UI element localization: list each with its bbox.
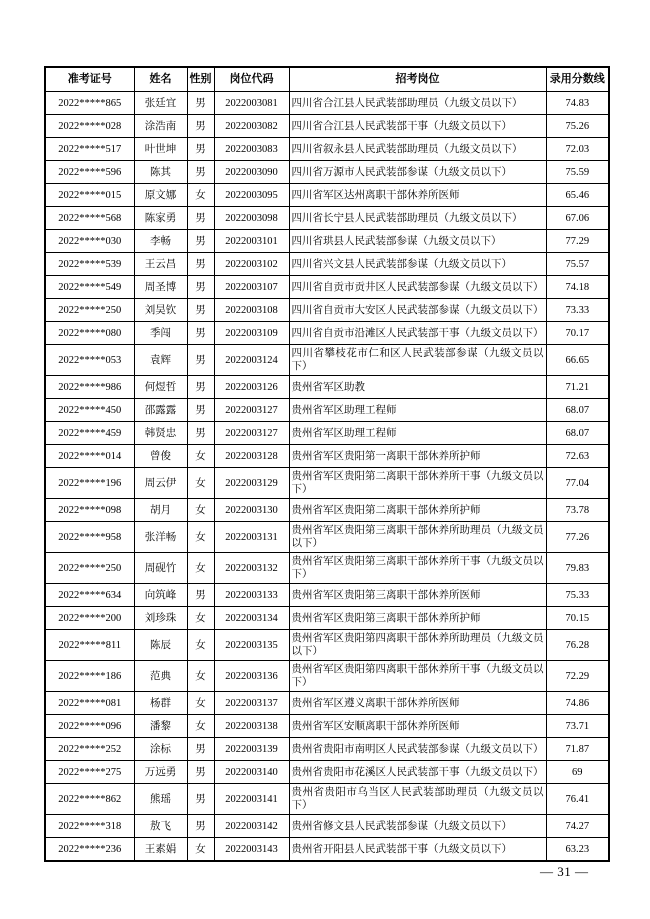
cell-gender: 女 xyxy=(187,553,214,584)
cell-name: 周云伊 xyxy=(134,468,187,499)
cell-admission-score: 74.27 xyxy=(546,815,609,838)
cell-admission-score: 76.41 xyxy=(546,784,609,815)
cell-admission-score: 77.29 xyxy=(546,230,609,253)
cell-name: 陈其 xyxy=(134,161,187,184)
cell-recruitment-position: 贵州省军区助理工程师 xyxy=(289,399,546,422)
cell-position-code: 2022003098 xyxy=(214,207,289,230)
cell-name: 涂标 xyxy=(134,738,187,761)
cell-admission-score: 68.07 xyxy=(546,422,609,445)
cell-position-code: 2022003141 xyxy=(214,784,289,815)
cell-name: 何煜哲 xyxy=(134,376,187,399)
cell-name: 张洋畅 xyxy=(134,522,187,553)
cell-gender: 女 xyxy=(187,184,214,207)
cell-admission-number: 2022*****459 xyxy=(45,422,134,445)
cell-admission-score: 76.28 xyxy=(546,630,609,661)
cell-gender: 女 xyxy=(187,715,214,738)
cell-position-code: 2022003108 xyxy=(214,299,289,322)
cell-gender: 男 xyxy=(187,815,214,838)
cell-position-code: 2022003142 xyxy=(214,815,289,838)
cell-name: 熊瑶 xyxy=(134,784,187,815)
cell-admission-score: 77.26 xyxy=(546,522,609,553)
cell-recruitment-position: 四川省万源市人民武装部参谋（九级文员以下） xyxy=(289,161,546,184)
cell-admission-number: 2022*****028 xyxy=(45,115,134,138)
cell-position-code: 2022003133 xyxy=(214,584,289,607)
cell-admission-number: 2022*****053 xyxy=(45,345,134,376)
cell-admission-score: 68.07 xyxy=(546,399,609,422)
cell-admission-number: 2022*****081 xyxy=(45,692,134,715)
cell-admission-score: 72.03 xyxy=(546,138,609,161)
cell-name: 原文娜 xyxy=(134,184,187,207)
table-row xyxy=(45,138,609,161)
cell-recruitment-position: 四川省叙永县人民武装部助理员（九级文员以下） xyxy=(289,138,546,161)
cell-recruitment-position: 贵州省贵阳市南明区人民武装部参谋（九级文员以下） xyxy=(289,738,546,761)
cell-position-code: 2022003126 xyxy=(214,376,289,399)
table-row xyxy=(45,815,609,838)
cell-position-code: 2022003130 xyxy=(214,499,289,522)
cell-name: 王素娟 xyxy=(134,838,187,862)
cell-admission-score: 72.63 xyxy=(546,445,609,468)
cell-admission-number: 2022*****596 xyxy=(45,161,134,184)
cell-recruitment-position: 贵州省军区遵义离职干部休养所医师 xyxy=(289,692,546,715)
cell-admission-score: 74.18 xyxy=(546,276,609,299)
cell-gender: 男 xyxy=(187,761,214,784)
table-row xyxy=(45,761,609,784)
cell-name: 季闯 xyxy=(134,322,187,345)
table-header-row xyxy=(45,67,609,92)
table-row xyxy=(45,322,609,345)
cell-position-code: 2022003143 xyxy=(214,838,289,862)
cell-name: 刘珍珠 xyxy=(134,607,187,630)
cell-name: 潘黎 xyxy=(134,715,187,738)
cell-gender: 男 xyxy=(187,138,214,161)
table-row xyxy=(45,253,609,276)
table-row xyxy=(45,345,609,376)
cell-gender: 男 xyxy=(187,322,214,345)
cell-name: 刘昊钦 xyxy=(134,299,187,322)
cell-admission-score: 79.83 xyxy=(546,553,609,584)
cell-recruitment-position: 贵州省军区贵阳第三离职干部休养所护师 xyxy=(289,607,546,630)
cell-gender: 男 xyxy=(187,253,214,276)
header-name: 姓名 xyxy=(134,67,187,92)
cell-recruitment-position: 四川省自贡市大安区人民武装部参谋（九级文员以下） xyxy=(289,299,546,322)
table-row xyxy=(45,738,609,761)
table-row xyxy=(45,553,609,584)
cell-position-code: 2022003135 xyxy=(214,630,289,661)
cell-admission-score: 74.83 xyxy=(546,92,609,115)
header-recruitment-position: 招考岗位 xyxy=(289,67,546,92)
cell-name: 敖飞 xyxy=(134,815,187,838)
cell-position-code: 2022003127 xyxy=(214,399,289,422)
table-row xyxy=(45,184,609,207)
header-position-code: 岗位代码 xyxy=(214,67,289,92)
cell-recruitment-position: 贵州省修文县人民武装部参谋（九级文员以下） xyxy=(289,815,546,838)
cell-position-code: 2022003132 xyxy=(214,553,289,584)
cell-position-code: 2022003140 xyxy=(214,761,289,784)
cell-recruitment-position: 四川省军区达州离职干部休养所医师 xyxy=(289,184,546,207)
cell-name: 周圣博 xyxy=(134,276,187,299)
table-row xyxy=(45,207,609,230)
cell-admission-score: 63.23 xyxy=(546,838,609,862)
cell-name: 涂浩南 xyxy=(134,115,187,138)
header-admission-number: 准考证号 xyxy=(45,67,134,92)
table-row xyxy=(45,499,609,522)
cell-position-code: 2022003101 xyxy=(214,230,289,253)
table-row xyxy=(45,422,609,445)
cell-position-code: 2022003090 xyxy=(214,161,289,184)
table-row xyxy=(45,607,609,630)
recruitment-results-table xyxy=(44,66,610,862)
cell-admission-score: 74.86 xyxy=(546,692,609,715)
cell-admission-number: 2022*****318 xyxy=(45,815,134,838)
cell-recruitment-position: 贵州省军区贵阳第三离职干部休养所助理员（九级文员以下） xyxy=(289,522,546,553)
cell-gender: 男 xyxy=(187,399,214,422)
cell-recruitment-position: 贵州省军区贵阳第二离职干部休养所干事（九级文员以下） xyxy=(289,468,546,499)
cell-admission-number: 2022*****030 xyxy=(45,230,134,253)
cell-admission-score: 75.26 xyxy=(546,115,609,138)
cell-recruitment-position: 四川省自贡市沿滩区人民武装部干事（九级文员以下） xyxy=(289,322,546,345)
cell-gender: 女 xyxy=(187,692,214,715)
cell-position-code: 2022003128 xyxy=(214,445,289,468)
cell-admission-score: 75.33 xyxy=(546,584,609,607)
cell-recruitment-position: 四川省自贡市贡井区人民武装部参谋（九级文员以下） xyxy=(289,276,546,299)
cell-admission-score: 71.87 xyxy=(546,738,609,761)
table-row xyxy=(45,584,609,607)
cell-admission-score: 73.33 xyxy=(546,299,609,322)
cell-recruitment-position: 贵州省军区贵阳第三离职干部休养所医师 xyxy=(289,584,546,607)
table-row xyxy=(45,230,609,253)
cell-admission-score: 65.46 xyxy=(546,184,609,207)
cell-gender: 女 xyxy=(187,499,214,522)
cell-gender: 女 xyxy=(187,468,214,499)
cell-recruitment-position: 四川省合江县人民武装部干事（九级文员以下） xyxy=(289,115,546,138)
cell-position-code: 2022003109 xyxy=(214,322,289,345)
cell-admission-number: 2022*****014 xyxy=(45,445,134,468)
cell-admission-number: 2022*****450 xyxy=(45,399,134,422)
cell-position-code: 2022003124 xyxy=(214,345,289,376)
table-row xyxy=(45,784,609,815)
cell-gender: 女 xyxy=(187,630,214,661)
cell-gender: 女 xyxy=(187,445,214,468)
table-row xyxy=(45,92,609,115)
page-number: — 31 — xyxy=(540,864,589,879)
cell-position-code: 2022003139 xyxy=(214,738,289,761)
cell-position-code: 2022003129 xyxy=(214,468,289,499)
cell-recruitment-position: 贵州省军区安顺离职干部休养所医师 xyxy=(289,715,546,738)
cell-name: 向筑峰 xyxy=(134,584,187,607)
cell-recruitment-position: 贵州省军区贵阳第四离职干部休养所助理员（九级文员以下） xyxy=(289,630,546,661)
table-row xyxy=(45,838,609,862)
cell-admission-score: 70.17 xyxy=(546,322,609,345)
cell-name: 张廷宜 xyxy=(134,92,187,115)
cell-position-code: 2022003095 xyxy=(214,184,289,207)
cell-admission-number: 2022*****186 xyxy=(45,661,134,692)
cell-admission-number: 2022*****275 xyxy=(45,761,134,784)
table-row xyxy=(45,445,609,468)
cell-admission-number: 2022*****811 xyxy=(45,630,134,661)
cell-name: 胡月 xyxy=(134,499,187,522)
cell-name: 袁辉 xyxy=(134,345,187,376)
cell-admission-number: 2022*****862 xyxy=(45,784,134,815)
cell-gender: 女 xyxy=(187,607,214,630)
cell-name: 曾俊 xyxy=(134,445,187,468)
cell-name: 万远勇 xyxy=(134,761,187,784)
cell-admission-number: 2022*****236 xyxy=(45,838,134,862)
cell-position-code: 2022003134 xyxy=(214,607,289,630)
table-row xyxy=(45,661,609,692)
cell-position-code: 2022003137 xyxy=(214,692,289,715)
cell-gender: 男 xyxy=(187,422,214,445)
cell-gender: 男 xyxy=(187,345,214,376)
cell-admission-number: 2022*****865 xyxy=(45,92,134,115)
table-row xyxy=(45,276,609,299)
cell-recruitment-position: 贵州省军区贵阳第三离职干部休养所干事（九级文员以下） xyxy=(289,553,546,584)
cell-recruitment-position: 贵州省军区贵阳第一离职干部休养所护师 xyxy=(289,445,546,468)
table-row xyxy=(45,399,609,422)
cell-gender: 男 xyxy=(187,299,214,322)
cell-admission-score: 73.71 xyxy=(546,715,609,738)
cell-admission-score: 67.06 xyxy=(546,207,609,230)
cell-recruitment-position: 贵州省开阳县人民武装部干事（九级文员以下） xyxy=(289,838,546,862)
table-row xyxy=(45,630,609,661)
cell-admission-number: 2022*****517 xyxy=(45,138,134,161)
cell-name: 范典 xyxy=(134,661,187,692)
cell-recruitment-position: 贵州省军区助教 xyxy=(289,376,546,399)
table-row xyxy=(45,692,609,715)
cell-admission-score: 75.59 xyxy=(546,161,609,184)
table-row xyxy=(45,715,609,738)
results-table-body xyxy=(45,92,609,862)
table-row xyxy=(45,115,609,138)
cell-gender: 男 xyxy=(187,115,214,138)
cell-recruitment-position: 四川省合江县人民武装部助理员（九级文员以下） xyxy=(289,92,546,115)
cell-admission-number: 2022*****098 xyxy=(45,499,134,522)
cell-name: 陈家勇 xyxy=(134,207,187,230)
cell-recruitment-position: 贵州省贵阳市花溪区人民武装部干事（九级文员以下） xyxy=(289,761,546,784)
cell-admission-number: 2022*****549 xyxy=(45,276,134,299)
cell-admission-number: 2022*****634 xyxy=(45,584,134,607)
table-row xyxy=(45,376,609,399)
cell-admission-number: 2022*****196 xyxy=(45,468,134,499)
cell-admission-number: 2022*****080 xyxy=(45,322,134,345)
cell-gender: 女 xyxy=(187,522,214,553)
cell-position-code: 2022003107 xyxy=(214,276,289,299)
cell-admission-number: 2022*****986 xyxy=(45,376,134,399)
cell-recruitment-position: 贵州省贵阳市乌当区人民武装部助理员（九级文员以下） xyxy=(289,784,546,815)
cell-recruitment-position: 四川省长宁县人民武装部助理员（九级文员以下） xyxy=(289,207,546,230)
cell-gender: 男 xyxy=(187,584,214,607)
cell-admission-number: 2022*****252 xyxy=(45,738,134,761)
table-row xyxy=(45,161,609,184)
cell-position-code: 2022003127 xyxy=(214,422,289,445)
cell-position-code: 2022003082 xyxy=(214,115,289,138)
cell-admission-score: 77.04 xyxy=(546,468,609,499)
cell-recruitment-position: 四川省攀枝花市仁和区人民武装部参谋（九级文员以下） xyxy=(289,345,546,376)
cell-admission-number: 2022*****250 xyxy=(45,299,134,322)
cell-gender: 男 xyxy=(187,230,214,253)
cell-recruitment-position: 四川省兴文县人民武装部参谋（九级文员以下） xyxy=(289,253,546,276)
cell-position-code: 2022003081 xyxy=(214,92,289,115)
cell-name: 叶世坤 xyxy=(134,138,187,161)
cell-name: 杨群 xyxy=(134,692,187,715)
cell-name: 陈辰 xyxy=(134,630,187,661)
cell-gender: 男 xyxy=(187,738,214,761)
cell-admission-score: 75.57 xyxy=(546,253,609,276)
cell-recruitment-position: 四川省珙县人民武装部参谋（九级文员以下） xyxy=(289,230,546,253)
cell-gender: 男 xyxy=(187,276,214,299)
cell-admission-score: 66.65 xyxy=(546,345,609,376)
cell-recruitment-position: 贵州省军区助理工程师 xyxy=(289,422,546,445)
cell-position-code: 2022003131 xyxy=(214,522,289,553)
cell-gender: 女 xyxy=(187,661,214,692)
cell-admission-score: 73.78 xyxy=(546,499,609,522)
table-row xyxy=(45,522,609,553)
cell-recruitment-position: 贵州省军区贵阳第二离职干部休养所护师 xyxy=(289,499,546,522)
cell-admission-number: 2022*****096 xyxy=(45,715,134,738)
cell-gender: 男 xyxy=(187,161,214,184)
cell-name: 韩贤忠 xyxy=(134,422,187,445)
cell-gender: 男 xyxy=(187,376,214,399)
cell-admission-number: 2022*****200 xyxy=(45,607,134,630)
cell-admission-number: 2022*****539 xyxy=(45,253,134,276)
cell-admission-score: 72.29 xyxy=(546,661,609,692)
cell-gender: 男 xyxy=(187,207,214,230)
cell-position-code: 2022003138 xyxy=(214,715,289,738)
cell-admission-number: 2022*****958 xyxy=(45,522,134,553)
header-gender: 性别 xyxy=(187,67,214,92)
cell-position-code: 2022003136 xyxy=(214,661,289,692)
table-row xyxy=(45,299,609,322)
cell-admission-score: 69 xyxy=(546,761,609,784)
cell-admission-number: 2022*****015 xyxy=(45,184,134,207)
header-admission-score-line: 录用分数线 xyxy=(546,67,609,92)
cell-recruitment-position: 贵州省军区贵阳第四离职干部休养所干事（九级文员以下） xyxy=(289,661,546,692)
table-row xyxy=(45,468,609,499)
cell-gender: 男 xyxy=(187,784,214,815)
cell-admission-number: 2022*****250 xyxy=(45,553,134,584)
cell-name: 李畅 xyxy=(134,230,187,253)
cell-gender: 女 xyxy=(187,838,214,862)
cell-gender: 男 xyxy=(187,92,214,115)
cell-name: 邵露露 xyxy=(134,399,187,422)
cell-name: 王云昌 xyxy=(134,253,187,276)
cell-position-code: 2022003083 xyxy=(214,138,289,161)
cell-name: 周砚竹 xyxy=(134,553,187,584)
cell-position-code: 2022003102 xyxy=(214,253,289,276)
cell-admission-score: 70.15 xyxy=(546,607,609,630)
cell-admission-number: 2022*****568 xyxy=(45,207,134,230)
cell-admission-score: 71.21 xyxy=(546,376,609,399)
